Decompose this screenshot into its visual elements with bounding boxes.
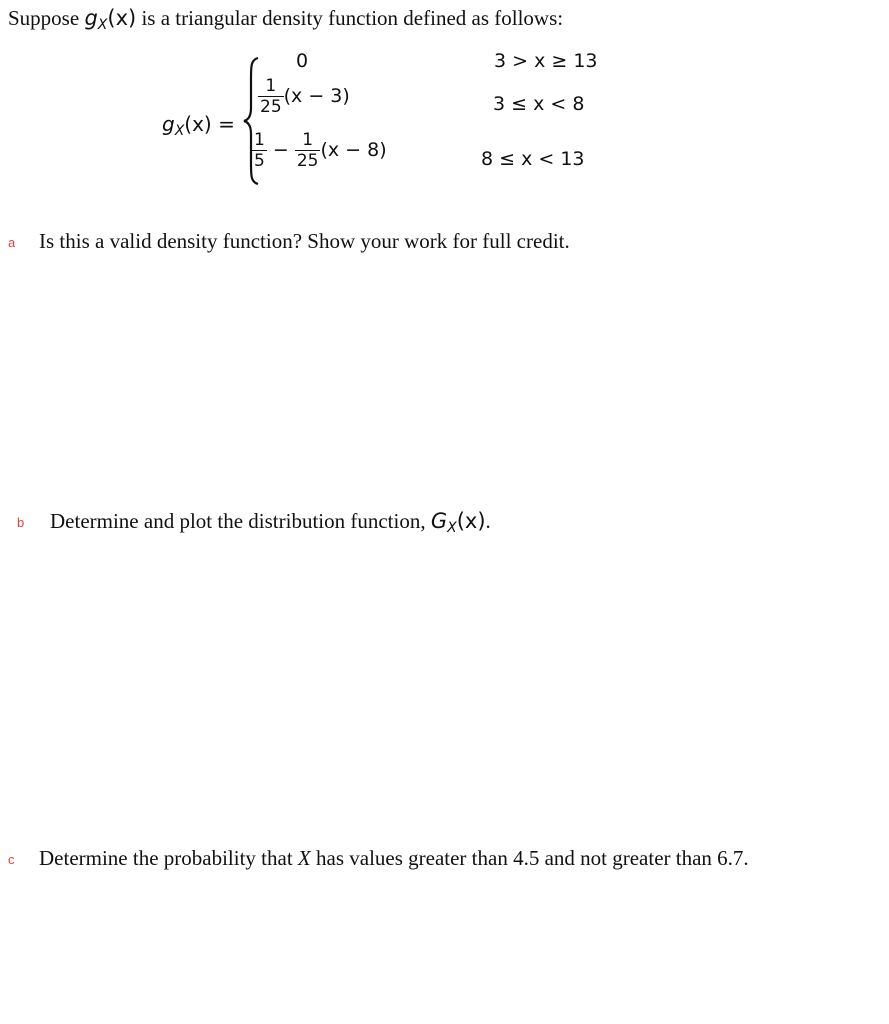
- question-c-text-after: has values greater than 4.5 and not greater than 6.7.: [310, 846, 749, 870]
- question-b-text: [50, 509, 491, 536]
- case-0-expression: [296, 50, 308, 72]
- question-c-letter: c: [8, 852, 15, 867]
- problem-intro: [8, 6, 563, 33]
- question-b-func-symbol: G: [430, 509, 448, 533]
- intro-func-argument: (x): [107, 6, 137, 30]
- case-0-condition: 3 > x ≥ 13: [494, 50, 598, 72]
- case-1-condition: 3 ≤ x < 8: [493, 93, 585, 115]
- lhs-func-subscript: X: [174, 123, 185, 139]
- case-2-factor: (x − 8): [320, 139, 387, 161]
- equation-lhs: [162, 112, 235, 139]
- intro-func-subscript: X: [97, 17, 108, 33]
- case-1-numerator: 1: [265, 76, 277, 96]
- case-2-fraction-a: [252, 130, 267, 171]
- intro-func-symbol: g: [84, 6, 98, 30]
- question-b-letter: b: [17, 515, 25, 530]
- intro-text-before: Suppose: [8, 6, 85, 30]
- lhs-func-argument: (x) =: [184, 112, 235, 136]
- case-2-condition: 8 ≤ x < 13: [481, 148, 585, 170]
- case-2-minus-sign: −: [272, 139, 289, 161]
- question-c-variable: X: [297, 846, 311, 870]
- lhs-func-symbol: g: [162, 112, 175, 136]
- question-a-letter: a: [8, 235, 16, 250]
- question-b-text-after: .: [485, 509, 491, 533]
- intro-text-after: is a triangular density function defined as follows:: [136, 6, 564, 30]
- question-a-text: Is this a valid density function? Show your work for full credit.: [39, 229, 570, 253]
- case-1-factor: (x − 3): [283, 85, 350, 107]
- case-2-fraction-b: [295, 130, 321, 171]
- question-b-func-subscript: X: [447, 520, 457, 536]
- case-1-denominator: 25: [260, 97, 282, 117]
- case-0-value: 0: [296, 50, 309, 72]
- question-c-text-before: Determine the probability that: [39, 846, 298, 870]
- case-2-numerator-a: 1: [254, 130, 265, 150]
- question-b-text-before: Determine and plot the distribution function,: [50, 509, 431, 533]
- question-c: [8, 851, 15, 869]
- case-1-fraction: [258, 76, 284, 117]
- question-c-text: [39, 846, 749, 871]
- question-b-func-argument: (x): [456, 509, 486, 533]
- question-a: [8, 234, 15, 252]
- question-b: [17, 514, 24, 532]
- case-2-denominator-b: 25: [296, 151, 319, 171]
- case-2-numerator-b: 1: [302, 130, 314, 150]
- case-2-denominator-a: 5: [254, 151, 265, 171]
- case-1-expression: [258, 76, 350, 117]
- case-2-expression: [252, 130, 387, 171]
